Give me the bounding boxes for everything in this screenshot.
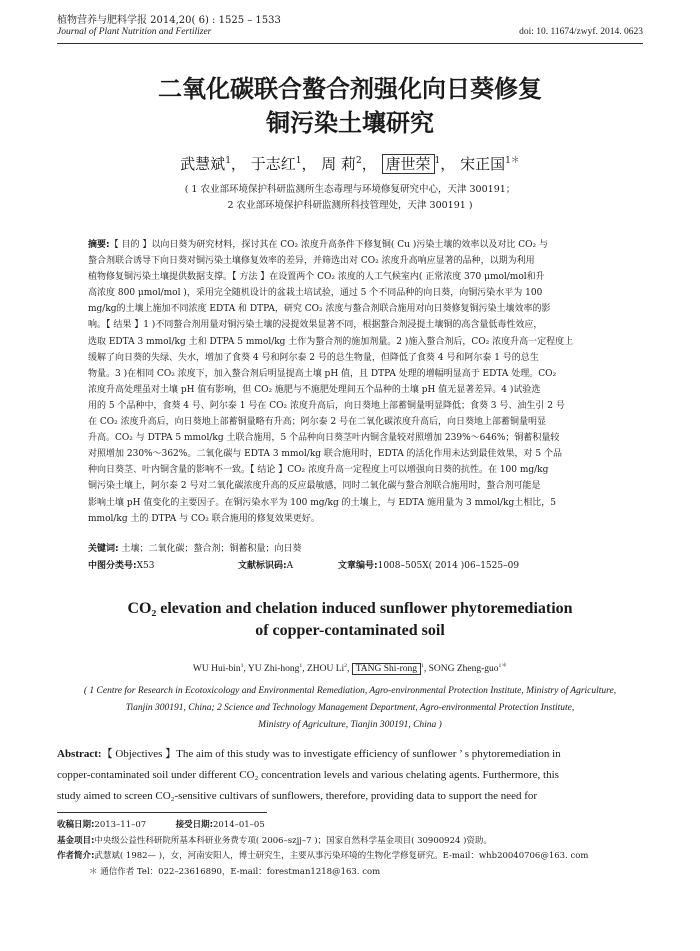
header-divider	[57, 43, 643, 44]
title-cn-line2: 铜污染土壤研究	[266, 109, 434, 137]
author-cn-5: 宋正国	[460, 155, 506, 173]
author-en-2: YU Zhi-hong	[247, 664, 300, 675]
author-cn-1: 武慧斌	[180, 155, 226, 173]
footnote-divider	[57, 812, 267, 813]
author-cn-2: 于志红	[250, 155, 296, 173]
title-cn-line1: 二氧化碳联合螯合剂强化向日葵修复	[158, 75, 542, 103]
abstract-en: Abstract:【 Objectives 】The aim of this study was to investigate efficiency of sunflower ’ s phytoremediation in copper-contaminated soil under different CO₂ concentration levels and various chelating agents. Furthermore, this study aimed to screen CO₂-sensitive cultivars of sunflowers, therefore, providing data to support the need for	[57, 748, 561, 802]
footnote-corresponding: ＊ 通信作者 Tel：022–23616890，E-mail：forestman1218@163. com	[89, 866, 381, 877]
journal-header-cn: 植物营养与肥料学报 2014,20( 6) : 1525 – 1533	[57, 15, 281, 26]
affiliations-en	[30, 683, 670, 734]
keywords-cn-text: 土壤；二氧化碳；螯合剂；铜蓄积量；向日葵	[121, 544, 302, 554]
author-cn-3: 周 莉	[321, 155, 357, 173]
doi-link[interactable]: doi: 10. 11674/zwyf. 2014. 0623	[519, 27, 643, 37]
received-date: 2013–11–07	[94, 820, 147, 830]
abstract-cn: 摘要:【 目的 】以向日葵为研究材料，探讨其在 CO₂ 浓度升高条件下修复铜( Cu )污染土壤的效率以及对比 CO₂ 与 螯合剂联合诱导下向日葵对铜污染土壤修复效率的差异，并筛选出对 CO₂ 浓度升高响应显著的品种，以期为利用 植物修复铜污染土壤提供数据支撑。【 方法 】在设置两个 CO₂ 浓度的人工气候室内( 正常浓度 370 μmol/mol和升 高浓度 800 μmol/mol )，采用完全随机设计的盆栽土培试验，通过 5 个不同品种的向日葵，向铜污染水平为 100 mg/kg的土壤上施加不同浓度 EDTA 和 DTPA，研究 CO₂ 浓度与螯合剂联合施用对向日葵修复铜污染土壤效率的影 响。【 结果 】1 )不同螯合剂用量对铜污染土壤的浸提效果显著不同，根据螯合剂浸提土壤铜的高含量低毒性效应， 选取 EDTA 3 mmol/kg 土和 DTPA 5 mmol/kg 土作为螯合剂的施加剂量。2 )施入螯合剂后，CO₂ 浓度升高一定程度上 缓解了向日葵的失绿、失水，增加了食葵 4 号和阿尔泰 2 号的总生物量，但降低了食葵 4 号和阿尔泰 1 号的总生 物量。3 )在相同 CO₂ 浓度下，加入螯合剂后明显提高土壤 pH 值，且 DTPA 处理的增幅明显高于 EDTA 处理。CO₂ 浓度升高处理虽对土壤 pH 值有影响，但 CO₂ 施肥与不施肥处理间五个品种的土壤 pH 值无显著差异。4 )试验选 用的 5 个品种中，食葵 4 号、阿尔泰 1 号在 CO₂ 浓度升高后，向日葵地上部蓄铜量明显降低；食葵 3 号、油生引 2 号 在 CO₂ 浓度升高后，向日葵地上部蓄铜量略有升高；阿尔泰 2 号在二氧化碳浓度升高后，向日葵地上部蓄铜量明显 升高。CO₂ 与 DTPA 5 mmol/kg 土联合施用，5 个品种向日葵茎叶内铜含量较对照增加 239%～646%；铜蓄积量较 对照增加 230%～362%。二氧化碳与 EDTA 3 mmol/kg 联合施用时，EDTA 的活化作用未达到最佳效果，对 5 个品 种向日葵茎、叶内铜含量的影响不一致。【 结论 】CO₂ 浓度升高一定程度上可以增强向日葵的抗性。在 100 mg/kg 铜污染土壤上，阿尔泰 2 号对二氧化碳浓度升高的反应最敏感，同时二氧化碳与螯合剂联合施用时，螯合剂可能是 影响土壤 pH 值变化的主要因子。在铜污染水平为 100 mg/kg 的土壤上，与 EDTA 施用量为 3 mmol/kg土相比，5 mmol/kg 土的 DTPA 与 CO₂ 联合施用的修复效果更好。	[88, 240, 574, 524]
author-en-3: ZHOU Li	[306, 664, 345, 675]
authors-cn: 武慧斌$^1$， 于志红$^1$， 周 莉$^2$， 唐世荣 $^1$， 宋正国$^{1*}$	[180, 155, 520, 173]
keywords-cn	[88, 541, 612, 554]
affiliation-en-line3: Ministry of Agriculture, Tianjin 300191, China )	[258, 720, 442, 730]
author-cn-4-boxed: 唐世荣	[382, 154, 435, 174]
author-en-1: WU Hui-bin	[192, 664, 241, 675]
author-en-5: SONG Zheng-guo	[428, 664, 499, 675]
abstract-cn-label: 摘要:	[88, 240, 110, 250]
classification-line: 中图分类号:X53 文献标识码:A 文章编号:1008–505X( 2014 )06–1525–09	[88, 561, 520, 571]
title-en-line2: of copper-contaminated soil	[255, 622, 445, 639]
footnote-bio: 作者简介:武慧斌( 1982— )，女，河南安阳人，博士研究生，主要从事污染环境的生物化学修复研究。E-mail：whb20040706@163. com	[57, 851, 589, 861]
footnote-dates: 收稿日期:2013–11–07 接受日期:2014–01–05	[57, 820, 265, 830]
title-cn	[0, 72, 700, 140]
footnote-fund: 基金项目:中央级公益性科研院所基本科研业务费专项( 2006–szjj–7 )；国家自然科学基金项目( 30900924 )资助。	[57, 835, 492, 846]
affiliation-cn-line1: ( 1 农业部环境保护科研监测所生态毒理与环境修复研究中心，天津 300191；	[184, 184, 516, 195]
author-en-4-boxed: TANG Shi-rong	[352, 663, 421, 675]
keywords-cn-label: 关键词:	[88, 544, 119, 554]
clc-number: X53	[136, 561, 155, 571]
title-en	[0, 598, 700, 642]
authors-en: WU Hui-bin$^1$, YU Zhi-hong$^1$, ZHOU Li$^2$, TANG Shi-rong $^1$, SONG Zheng-guo$^{1*}$	[192, 663, 508, 675]
affiliation-en-line2: Tianjin 300191, China; 2 Science and Technology Management Department, Agro-environmental Protection Institute,	[125, 703, 575, 713]
affiliation-en-line1: ( 1 Centre for Research in Ecotoxicology and Environmental Remediation, Agro-environmental Protection Institute, Ministry of Agriculture,	[83, 686, 617, 696]
title-en-line1: CO₂ elevation and chelation induced sunflower phytoremediation	[127, 600, 573, 617]
abstract-en-label: Abstract:	[57, 748, 102, 760]
doc-code: A	[286, 561, 294, 571]
affiliation-cn-line2: 2 农业部环境保护科研监测所科技管理处，天津 300191 )	[227, 200, 473, 211]
journal-header-en: Journal of Plant Nutrition and Fertilizer	[57, 27, 212, 37]
affiliations-cn	[0, 182, 700, 214]
footnotes	[57, 818, 643, 880]
article-number: 1008–505X( 2014 )06–1525–09	[377, 561, 520, 571]
accepted-date: 2014–01–05	[212, 820, 265, 830]
